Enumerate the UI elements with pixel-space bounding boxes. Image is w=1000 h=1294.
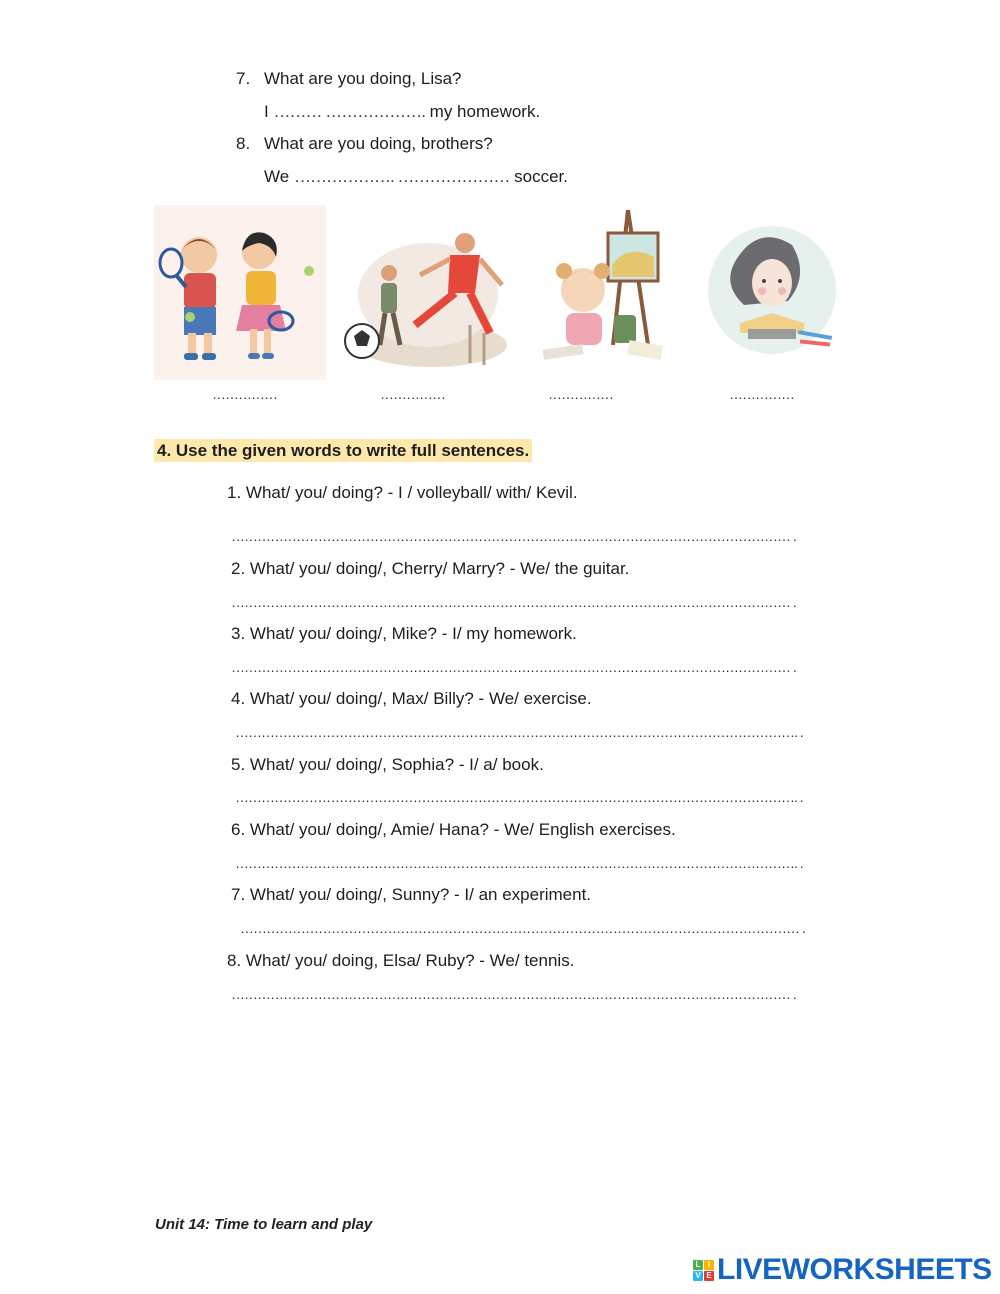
exercise-answer-blank[interactable]: ………………………………………………………………………………………………………………… .	[231, 659, 796, 675]
exercise-prompt: 1. What/ you/ doing? - I / volleyball/ with/ Kevil.	[227, 483, 578, 502]
reading-girl-picture	[700, 205, 840, 380]
question-7: 7. What are you doing, Lisa?	[236, 69, 462, 88]
tennis-kids-picture	[154, 205, 326, 380]
exercise-answer-blank[interactable]: ………………………………………………………………………………………………………………… .	[231, 528, 796, 544]
exercise-prompt: 7. What/ you/ doing/, Sunny? - I/ an experiment.	[231, 885, 592, 904]
answer-8: We ………………. ………………… soccer.	[264, 167, 568, 186]
exercise-prompt: 5. What/ you/ doing/, Sophia? - I/ a/ book.	[231, 755, 544, 774]
answer-8-blank[interactable]: ………………. …………………	[293, 167, 510, 186]
picture-2-caption[interactable]: ……………	[380, 386, 445, 402]
answer-7-blank[interactable]: ……… ……………….	[273, 102, 425, 121]
exercise-answer-blank[interactable]: …………………………………………………………………………………………………………………. .	[235, 855, 803, 871]
exercise-prompt: 3. What/ you/ doing/, Mike? - I/ my homework.	[231, 624, 577, 643]
picture-4-caption[interactable]: ……………	[729, 386, 794, 402]
exercise-answer-blank[interactable]: ………………………………………………………………………………………………………………… .	[240, 920, 805, 936]
exercise-answer-blank[interactable]: …………………………………………………………………………………………………………………. .	[235, 724, 803, 740]
answer-7: I ……… ………………. my homework.	[264, 102, 541, 121]
liveworksheets-logo[interactable]	[693, 1255, 992, 1285]
section-heading: 4. Use the given words to write full sentences.	[154, 439, 532, 462]
exercise-answer-blank[interactable]: ………………………………………………………………………………………………………………… .	[231, 986, 796, 1002]
picture-1-caption[interactable]: ……………	[212, 386, 277, 402]
exercise-answer-blank[interactable]: …………………………………………………………………………………………………………………. .	[235, 789, 803, 805]
question-8: 8. What are you doing, brothers?	[236, 134, 493, 153]
unit-footer: Unit 14: Time to learn and play	[155, 1216, 373, 1233]
logo-text: LIVEWORKSHEETS	[717, 1253, 992, 1286]
exercise-prompt: 6. What/ you/ doing/, Amie/ Hana? - We/ English exercises.	[231, 820, 676, 839]
logo-mark-icon: L I V E	[693, 1260, 714, 1281]
soccer-boys-picture	[340, 205, 510, 380]
painting-girl-picture	[538, 205, 668, 380]
exercise-prompt: 2. What/ you/ doing/, Cherry/ Marry? - We/ the guitar.	[231, 559, 630, 578]
exercise-prompt: 4. What/ you/ doing/, Max/ Billy? - We/ exercise.	[231, 689, 592, 708]
exercise-answer-blank[interactable]: ………………………………………………………………………………………………………………… .	[231, 594, 796, 610]
exercise-prompt: 8. What/ you/ doing, Elsa/ Ruby? - We/ tennis.	[227, 951, 575, 970]
picture-3-caption[interactable]: ……………	[548, 386, 613, 402]
